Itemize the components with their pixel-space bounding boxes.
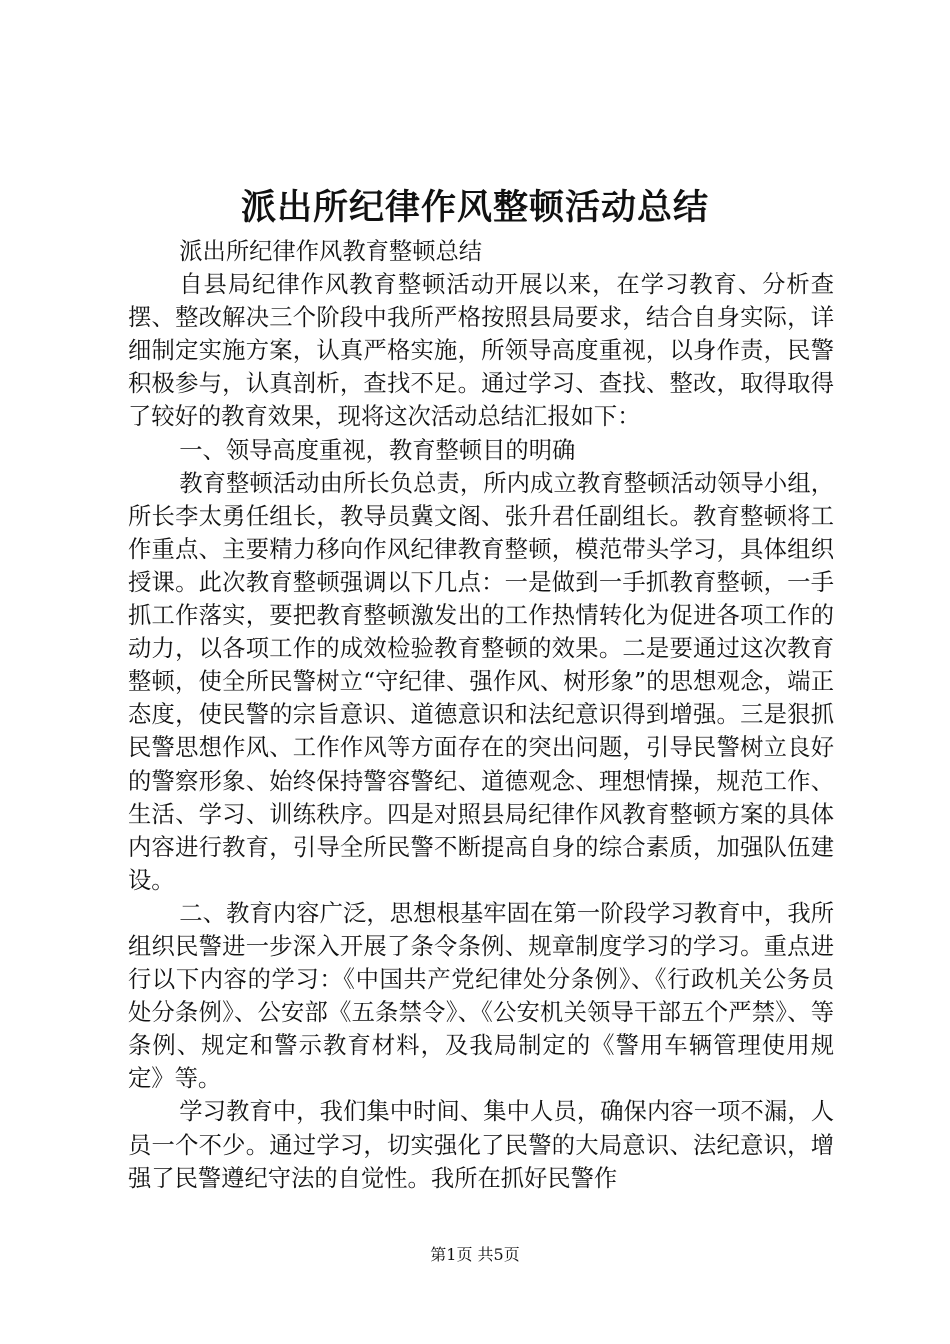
- document-body: [128, 235, 834, 1195]
- section-heading-2: 二、教育内容广泛，思想根基牢固在第一阶段学习教育中，我所组织民警进一步深入开展了条令条例、规章制度学习的学习。重点进行以下内容的学习：《中国共产党纪律处分条例》、《行政机关公务员处分条例》、公安部《五条禁令》、《公安机关领导干部五个严禁》、等条例、规定和警示教育材料，及我局制定的《警用车辆管理使用规定》等。: [128, 899, 834, 1093]
- paragraph-section-1: 教育整顿活动由所长负总责，所内成立教育整顿活动领导小组，所长李太勇任组长，教导员冀文阁、张升君任副组长。教育整顿将工作重点、主要精力移向作风纪律教育整顿，模范带头学习，具体组织授课。此次教育整顿强调以下几点：一是做到一手抓教育整顿，一手抓工作落实，要把教育整顿激发出的工作热情转化为促进各项工作的动力，以各项工作的成效检验教育整顿的效果。二是要通过这次教育整顿，使全所民警树立“守纪律、强作风、树形象”的思想观念，端正态度，使民警的宗旨意识、道德意识和法纪意识得到增强。三是狠抓民警思想作风、工作作风等方面存在的突出问题，引导民警树立良好的警察形象、始终保持警容警纪、道德观念、理想情操，规范工作、生活、学习、训练秩序。四是对照县局纪律作风教育整顿方案的具体内容进行教育，引导全所民警不断提高自身的综合素质，加强队伍建设。: [128, 469, 834, 894]
- paragraph-study: 学习教育中，我们集中时间、集中人员，确保内容一项不漏，人员一个不少。通过学习，切实强化了民警的大局意识、法纪意识，增强了民警遵纪守法的自觉性。我所在抓好民警作: [128, 1098, 834, 1192]
- paragraph-subtitle: 派出所纪律作风教育整顿总结: [179, 238, 483, 265]
- page-number: 第1页 共5页: [430, 1245, 520, 1264]
- section-heading-1: 一、领导高度重视，教育整顿目的明确: [179, 436, 576, 464]
- paragraph-intro: 自县局纪律作风教育整顿活动开展以来，在学习教育、分析查摆、整改解决三个阶段中我所严格按照县局要求，结合自身实际，详细制定实施方案，认真严格实施，所领导高度重视，以身作责，民警积极参与，认真剖析，查找不足。通过学习、查找、整改，取得取得了较好的教育效果，现将这次活动总结汇报如下：: [128, 271, 834, 431]
- document-title: 派出所纪律作风整顿活动总结: [240, 187, 709, 228]
